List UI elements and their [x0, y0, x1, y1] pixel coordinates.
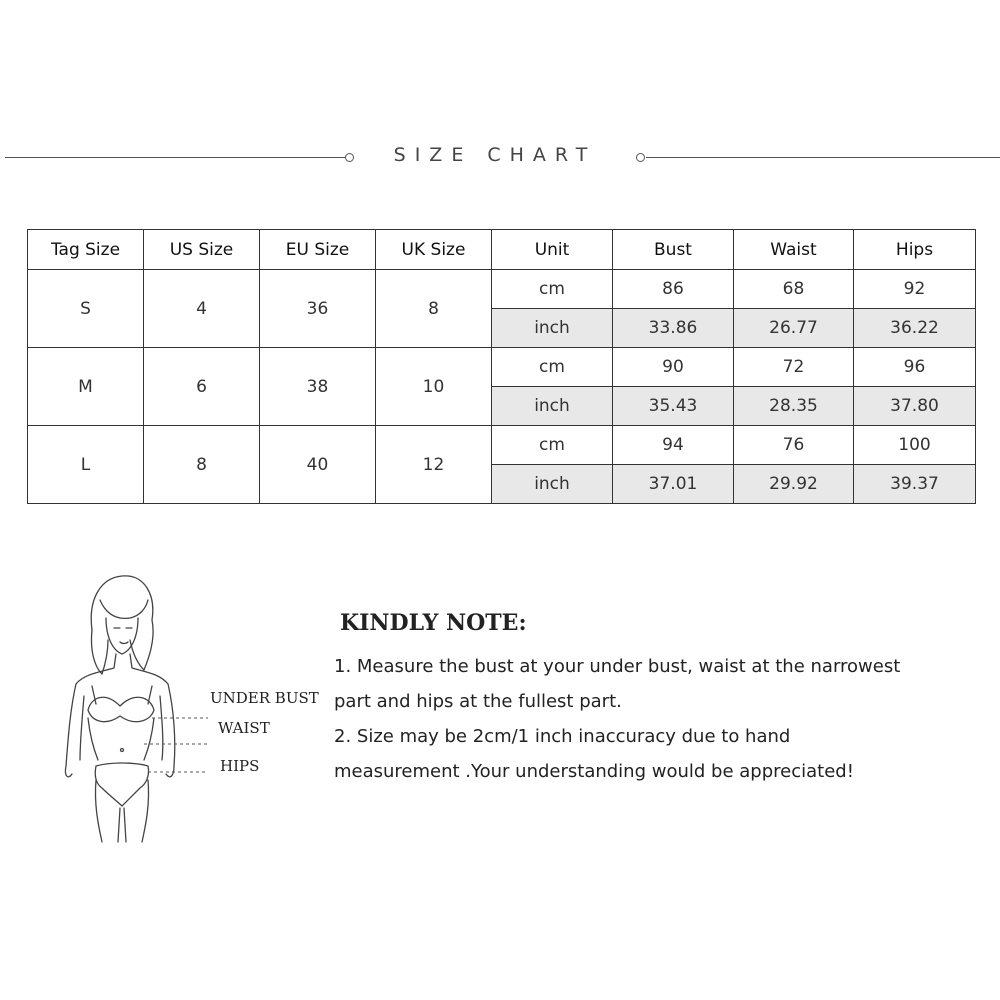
- size-chart-header: [0, 138, 1000, 178]
- header-dot-right: [636, 153, 645, 162]
- column-header: Unit: [492, 230, 613, 270]
- unit-cell: inch: [492, 465, 613, 504]
- uk-size-cell: 8: [376, 270, 492, 348]
- unit-cell: cm: [492, 348, 613, 387]
- body-measurement-figure: [40, 570, 330, 845]
- waist-cell: 76: [734, 426, 854, 465]
- size-chart-title: SIZE CHART: [393, 144, 597, 166]
- column-header: Bust: [613, 230, 734, 270]
- note-line-3: 2. Size may be 2cm/1 inch inaccuracy due to hand: [334, 726, 791, 747]
- uk-size-cell: 12: [376, 426, 492, 504]
- table-row: [28, 270, 976, 309]
- size-table: [27, 229, 976, 504]
- waist-cell: 68: [734, 270, 854, 309]
- hips-cell: 39.37: [854, 465, 976, 504]
- waist-cell: 72: [734, 348, 854, 387]
- table-header-row: [28, 230, 976, 270]
- waist-label: WAIST: [218, 719, 270, 737]
- hips-cell: 92: [854, 270, 976, 309]
- eu-size-cell: 38: [260, 348, 376, 426]
- column-header: EU Size: [260, 230, 376, 270]
- woman-figure-illustration: [40, 570, 330, 845]
- hips-cell: 37.80: [854, 387, 976, 426]
- waist-cell: 28.35: [734, 387, 854, 426]
- bust-cell: 86: [613, 270, 734, 309]
- us-size-cell: 6: [144, 348, 260, 426]
- unit-cell: inch: [492, 387, 613, 426]
- under-bust-label: UNDER BUST: [210, 689, 319, 707]
- header-line-right: [646, 157, 1000, 158]
- waist-cell: 26.77: [734, 309, 854, 348]
- unit-cell: cm: [492, 426, 613, 465]
- column-header: Tag Size: [28, 230, 144, 270]
- bust-cell: 37.01: [613, 465, 734, 504]
- column-header: Waist: [734, 230, 854, 270]
- hips-cell: 96: [854, 348, 976, 387]
- header-dot-left: [345, 153, 354, 162]
- column-header: US Size: [144, 230, 260, 270]
- bust-cell: 35.43: [613, 387, 734, 426]
- hips-cell: 100: [854, 426, 976, 465]
- note-line-4: measurement .Your understanding would be appreciated!: [334, 761, 854, 782]
- column-header: Hips: [854, 230, 976, 270]
- eu-size-cell: 36: [260, 270, 376, 348]
- note-line-1: 1. Measure the bust at your under bust, waist at the narrowest: [334, 656, 901, 677]
- table-row: [28, 348, 976, 387]
- tag-size-cell: M: [28, 348, 144, 426]
- eu-size-cell: 40: [260, 426, 376, 504]
- uk-size-cell: 10: [376, 348, 492, 426]
- unit-cell: inch: [492, 309, 613, 348]
- unit-cell: cm: [492, 270, 613, 309]
- tag-size-cell: S: [28, 270, 144, 348]
- hips-label: HIPS: [220, 757, 260, 775]
- bust-cell: 33.86: [613, 309, 734, 348]
- column-header: UK Size: [376, 230, 492, 270]
- bust-cell: 94: [613, 426, 734, 465]
- waist-cell: 29.92: [734, 465, 854, 504]
- table-row: [28, 426, 976, 465]
- tag-size-cell: L: [28, 426, 144, 504]
- note-line-2: part and hips at the fullest part.: [334, 691, 622, 712]
- bust-cell: 90: [613, 348, 734, 387]
- kindly-note-title: KINDLY NOTE:: [340, 610, 527, 636]
- header-line-left: [5, 157, 345, 158]
- us-size-cell: 4: [144, 270, 260, 348]
- us-size-cell: 8: [144, 426, 260, 504]
- hips-cell: 36.22: [854, 309, 976, 348]
